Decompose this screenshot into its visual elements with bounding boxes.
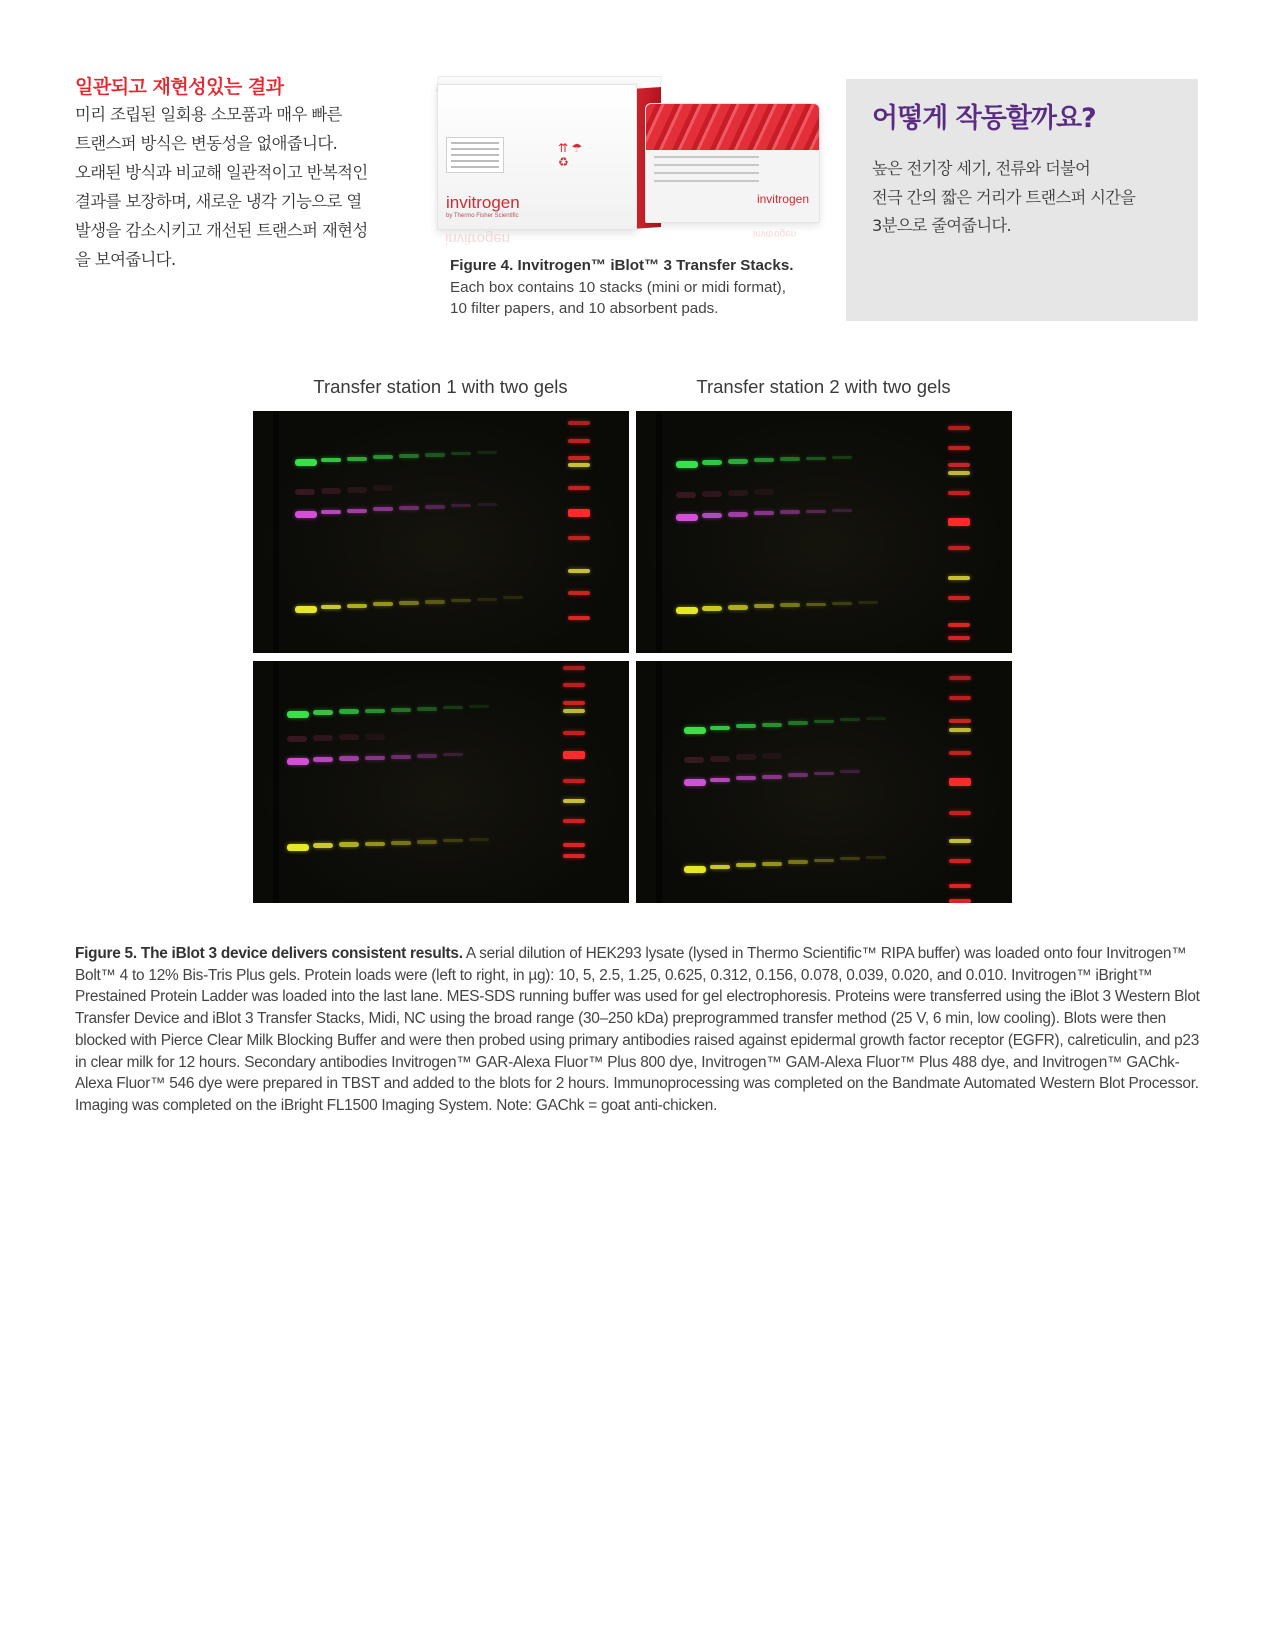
p23-band (754, 604, 774, 608)
box-label (446, 137, 504, 173)
calreticulin-band (287, 758, 309, 765)
egfr-band (806, 457, 826, 461)
body-line: 3분으로 줄여줍니다. (872, 216, 1012, 235)
consistent-results-section (75, 74, 405, 274)
egfr-band (295, 459, 317, 466)
egfr-band (832, 456, 852, 459)
faint-band (373, 485, 393, 491)
p23-band (684, 866, 706, 873)
p23-band (728, 605, 748, 609)
p23-band (295, 606, 317, 613)
p23-band (373, 602, 393, 606)
faint-band (762, 753, 782, 759)
calreticulin-band (702, 513, 722, 518)
calreticulin-band (347, 509, 367, 513)
p23-band (391, 841, 411, 845)
ladder-band (568, 486, 590, 490)
caption-line: 10 filter papers, and 10 absorbent pads. (450, 300, 719, 317)
egfr-band (399, 454, 419, 458)
figure4-caption-title: Figure 4. Invitrogen™ iBlot™ 3 Transfer Stacks. (450, 257, 794, 274)
ladder-band (948, 491, 970, 495)
figure4-caption (450, 255, 820, 320)
egfr-band (840, 718, 860, 721)
ladder-band (563, 701, 585, 705)
body-line: 높은 전기장 세기, 전류와 더불어 (872, 159, 1091, 178)
ladder-band (948, 446, 970, 450)
egfr-band (710, 726, 730, 731)
egfr-band (728, 459, 748, 463)
calreticulin-band (451, 504, 471, 507)
calreticulin-band (676, 514, 698, 521)
ladder-band (563, 819, 585, 823)
p23-band (710, 865, 730, 870)
faint-band (702, 491, 722, 497)
egfr-band (287, 711, 309, 718)
ladder-band (949, 899, 971, 903)
ladder-band (563, 683, 585, 687)
ladder-band (563, 709, 585, 713)
calreticulin-band (780, 510, 800, 514)
calreticulin-band (321, 510, 341, 515)
station-1-label: Transfer station 1 with two gels (313, 376, 568, 397)
ladder-band (949, 778, 971, 786)
ladder-band (568, 616, 590, 620)
western-blot-station1-gel1 (253, 411, 629, 653)
body-line: 미리 조립된 일회용 소모품과 매우 빠른 (75, 105, 342, 124)
calreticulin-band (443, 753, 463, 756)
western-blot-station1-gel2 (253, 661, 629, 903)
product-photo (435, 78, 830, 248)
p23-band (451, 599, 471, 602)
transfer-stack-box (437, 84, 637, 230)
calreticulin-band (736, 776, 756, 780)
egfr-band (676, 461, 698, 468)
pouch-brand-logo: invitrogen (756, 192, 809, 206)
egfr-band (443, 706, 463, 709)
ladder-band (563, 731, 585, 735)
how-it-works-callout (846, 79, 1198, 321)
p23-band (788, 860, 808, 864)
station-2-label: Transfer station 2 with two gels (696, 376, 951, 397)
egfr-band (788, 721, 808, 725)
p23-band (399, 601, 419, 605)
ladder-band (949, 751, 971, 755)
egfr-band (451, 452, 471, 455)
brand-logo: invitrogen (446, 193, 520, 212)
p23-band (503, 596, 523, 599)
ladder-band (948, 518, 970, 526)
calreticulin-band (754, 511, 774, 515)
faint-band (684, 757, 704, 763)
egfr-band (684, 727, 706, 734)
body-line: 오래된 방식과 비교해 일관적이고 반복적인 (75, 163, 368, 182)
p23-band (347, 604, 367, 608)
section-body (75, 100, 405, 274)
p23-band (313, 843, 333, 848)
calreticulin-band (762, 775, 782, 779)
egfr-band (339, 709, 359, 713)
p23-band (702, 606, 722, 611)
ladder-band (949, 811, 971, 815)
faint-band (676, 492, 696, 498)
pouch-reflection: invitrogen (753, 228, 797, 239)
egfr-band (417, 707, 437, 711)
p23-band (469, 838, 489, 841)
faint-band (287, 736, 307, 742)
p23-band (287, 844, 309, 851)
calreticulin-band (806, 510, 826, 514)
ladder-band (568, 421, 590, 425)
egfr-band (780, 457, 800, 461)
ladder-band (948, 471, 970, 475)
ladder-band (568, 439, 590, 443)
p23-band (866, 856, 886, 859)
faint-band (710, 756, 730, 762)
p23-band (806, 603, 826, 607)
body-line: 발생을 감소시키고 개선된 트랜스퍼 재현성 (75, 221, 368, 240)
brand-subtitle: by Thermo Fisher Scientific (446, 213, 519, 219)
p23-band (443, 839, 463, 842)
egfr-band (762, 723, 782, 727)
p23-band (762, 862, 782, 866)
ladder-band (568, 536, 590, 540)
calreticulin-band (710, 778, 730, 783)
figure5-caption-title: Figure 5. The iBlot 3 device delivers consistent results. (75, 945, 463, 962)
calreticulin-band (313, 757, 333, 762)
calreticulin-band (788, 773, 808, 777)
egfr-band (477, 451, 497, 454)
section-heading: 일관되고 재현성있는 결과 (75, 76, 284, 98)
p23-band (814, 859, 834, 863)
egfr-band (365, 709, 385, 713)
ladder-band (949, 719, 971, 723)
egfr-band (866, 717, 886, 720)
ladder-band (948, 546, 970, 550)
egfr-band (754, 458, 774, 462)
p23-band (676, 607, 698, 614)
calreticulin-band (425, 505, 445, 509)
ladder-band (563, 799, 585, 803)
calreticulin-band (477, 503, 497, 506)
ladder-band (948, 463, 970, 467)
handling-icons: ⇈ ☂ ♻ (558, 141, 583, 169)
transfer-stack-pouch (645, 103, 820, 223)
ladder-band (568, 463, 590, 467)
p23-band (858, 601, 878, 604)
ladder-band (563, 779, 585, 783)
ladder-band (949, 839, 971, 843)
western-blot-station2-gel2 (636, 661, 1012, 903)
faint-band (313, 735, 333, 741)
ladder-band (948, 576, 970, 580)
callout-title: 어떻게 작동할까요? (872, 103, 1096, 134)
caption-line: Each box contains 10 stacks (mini or midi format), (450, 278, 786, 296)
faint-band (736, 754, 756, 760)
p23-band (339, 842, 359, 846)
body-line: 트랜스퍼 방식은 변동성을 없애줍니다. (75, 134, 338, 153)
calreticulin-band (417, 754, 437, 758)
ladder-band (563, 854, 585, 858)
p23-band (832, 602, 852, 605)
box-reflection: invitrogen (445, 230, 511, 247)
pouch-red-pattern (646, 104, 819, 150)
egfr-band (736, 724, 756, 728)
egfr-band (391, 708, 411, 712)
ladder-band (948, 426, 970, 430)
egfr-band (469, 705, 489, 708)
calreticulin-band (365, 756, 385, 760)
ladder-band (948, 636, 970, 640)
ladder-band (568, 591, 590, 595)
body-line: 결과를 보장하며, 새로운 냉각 기능으로 열 (75, 192, 362, 211)
western-blot-station2-gel1 (636, 411, 1012, 653)
ladder-band (563, 751, 585, 759)
calreticulin-band (391, 755, 411, 759)
egfr-band (373, 455, 393, 459)
egfr-band (425, 453, 445, 457)
p23-band (365, 842, 385, 846)
calreticulin-band (832, 509, 852, 512)
calreticulin-band (840, 770, 860, 773)
egfr-band (702, 460, 722, 465)
egfr-band (321, 458, 341, 463)
calreticulin-band (684, 779, 706, 786)
ladder-band (948, 623, 970, 627)
faint-band (295, 489, 315, 495)
figure5-caption (75, 943, 1203, 1117)
ladder-band (563, 843, 585, 847)
ladder-band (949, 859, 971, 863)
callout-body (872, 155, 1172, 241)
ladder-band (568, 569, 590, 573)
p23-band (477, 598, 497, 601)
calreticulin-band (373, 507, 393, 511)
faint-band (754, 489, 774, 495)
ladder-band (949, 728, 971, 732)
ladder-band (568, 456, 590, 460)
faint-band (339, 734, 359, 740)
ladder-band (949, 884, 971, 888)
egfr-band (313, 710, 333, 715)
faint-band (728, 490, 748, 496)
body-line: 을 보여줍니다. (75, 250, 176, 269)
calreticulin-band (295, 511, 317, 518)
egfr-band (814, 720, 834, 724)
p23-band (417, 840, 437, 844)
p23-band (425, 600, 445, 604)
p23-band (321, 605, 341, 610)
calreticulin-band (728, 512, 748, 516)
calreticulin-band (339, 756, 359, 760)
faint-band (347, 487, 367, 493)
p23-band (780, 603, 800, 607)
calreticulin-band (399, 506, 419, 510)
ladder-band (949, 676, 971, 680)
body-line: 전극 간의 짧은 거리가 트랜스퍼 시간을 (872, 187, 1136, 207)
ladder-band (568, 509, 590, 517)
faint-band (321, 488, 341, 494)
egfr-band (347, 457, 367, 461)
ladder-band (949, 696, 971, 700)
ladder-band (948, 596, 970, 600)
figure5-caption-text: A serial dilution of HEK293 lysate (lysed in Thermo Scientific™ RIPA buffer) was loaded onto four Invitrogen™ Bolt™ 4 to 12% Bis-Tris Plus gels. Protein loads were (left to right, in µg): 10, 5, 2.5, 1.25, 0.625, 0.312, 0.156, 0.078, 0.039, 0.020, and 0.010. Invitrogen™ iBright™ Prestained Protein Ladder was loaded into the last lane. MES-SDS running buffer was used for gel electrophoresis. Proteins were transferred using the iBlot 3 Western Blot Transfer Device and iBlot 3 Transfer Stacks, Midi, NC using the broad range (30–250 kDa) preprogrammed transfer method (25 V, 6 min, low cooling). Blots were then blocked with Pierce Clear Milk Blocking Buffer and were then probed using primary antibodies raised against epidermal growth factor receptor (EGFR), calreticulin, and p23 in clear milk for 12 hours. Secondary antibodies Invitrogen™ GAR-Alexa Fluor™ Plus 800 dye, Invitrogen™ GAM-Alexa Fluor™ Plus 488 dye, and Invitrogen™ GAChk-Alexa Fluor™ 546 dye were prepared in TBST and added to the blots for 2 hours. Immunoprocessing was completed on the Bandmate Automated Western Blot Processor. Imaging was completed on the iBright FL1500 Imaging System. Note: GAChk = goat anti-chicken. (75, 945, 1200, 1114)
p23-band (840, 857, 860, 860)
ladder-band (563, 666, 585, 670)
calreticulin-band (814, 772, 834, 776)
faint-band (365, 734, 385, 740)
p23-band (736, 863, 756, 867)
